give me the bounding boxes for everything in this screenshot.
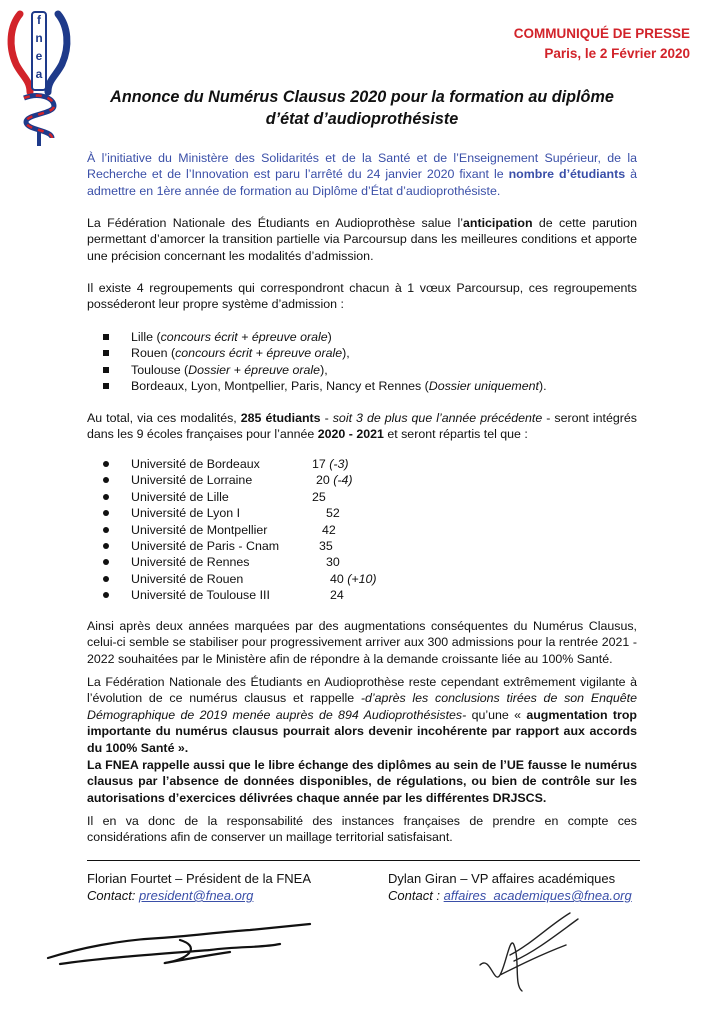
list-item <box>101 329 547 345</box>
press-date: Paris, le 2 Février 2020 <box>544 46 690 61</box>
signature-right-image <box>470 905 590 1000</box>
svg-text:n: n <box>35 31 43 45</box>
list-item <box>101 505 377 521</box>
intro-text-b: à admettre en 1ère année de formation au Diplôme d’État d’audioprothésiste. <box>87 167 637 198</box>
para6-bold: augmentation trop importante du numérus clausus pourrait alors devenir incohérente par rapport aux accords du 100% Santé <box>87 707 637 755</box>
signatory-right-name: Dylan Giran – VP affaires académiques <box>388 871 616 886</box>
count-value: 24 <box>330 588 344 603</box>
list-item <box>101 362 547 378</box>
paragraph-ue: La FNEA rappelle aussi que le libre échange des diplômes au sein de l’UE fausse le numérus clausus par l’absence de données disponibles, de régulations, ou bien de contrôle sur les autorisations d’exercices délivrées chaque année par les différentes DRJSCS. <box>87 758 637 805</box>
university-name: Université de Lille <box>131 489 229 504</box>
president-email-link[interactable]: president@fnea.org <box>139 888 254 903</box>
paragraph-regroupements: Il existe 4 regroupements qui correspondront chacun à 1 vœux Parcoursup, ces regroupements posséderont leur propre système d’admission : <box>87 281 637 312</box>
intro-bold: nombre d’étudiants <box>508 167 626 182</box>
university-name: Université de Lyon I <box>131 506 241 521</box>
intro-text-a: À l’initiative du Ministère des Solidarités et de la Santé et de l’Enseignement Supérieur, de la Recherche et de l’Innovation est paru l’arrêté du 24 janvier 2020 fixant le <box>87 151 637 182</box>
list-item <box>101 472 377 488</box>
intro-paragraph <box>87 150 637 199</box>
group-end: ) <box>327 330 332 344</box>
university-name: Université de Lorraine <box>131 473 253 488</box>
paragraph-vigilance <box>87 674 637 756</box>
signature-divider <box>87 860 640 861</box>
bullet-dot <box>103 559 109 565</box>
bullet-dot <box>103 510 109 516</box>
bullet-square <box>103 334 109 340</box>
group-end: ). <box>538 379 547 394</box>
para6-text-b: qu’une « <box>466 707 527 722</box>
para2-bold: anticipation <box>462 216 533 230</box>
group-end: ), <box>320 362 328 377</box>
para4-bold-students: 285 étudiants <box>240 411 321 425</box>
university-name: Université de Montpellier <box>131 522 268 537</box>
signatory-right-contact <box>388 887 632 904</box>
university-count <box>286 554 340 570</box>
university-name: Université de Rennes <box>131 555 250 570</box>
bullet-dot <box>103 576 109 582</box>
list-item <box>101 554 377 570</box>
title-line-1: Annonce du Numérus Clausus 2020 pour la formation au diplôme <box>110 88 614 106</box>
university-name: Université de Toulouse III <box>131 588 270 603</box>
press-header <box>514 24 690 64</box>
university-count <box>286 489 326 505</box>
contact-label: Contact: <box>87 888 140 903</box>
para2-text-a: La Fédération Nationale des Étudiants en Audioprothèse salue l’ <box>87 216 463 230</box>
admission-groups-list <box>101 329 547 395</box>
count-delta: (-4) <box>333 473 353 488</box>
para4-text-b: - <box>320 411 333 425</box>
group-end: ), <box>342 346 350 361</box>
para4-text-c: - seront intégrés dans les 9 écoles françaises pour l’année <box>87 411 637 442</box>
university-count <box>286 522 336 538</box>
paragraph-total <box>87 410 637 443</box>
bullet-dot <box>103 494 109 500</box>
fnea-logo <box>6 6 72 148</box>
paragraph-conclusion: Il en va donc de la responsabilité des instances françaises de prendre en compte ces considérations afin de conserver un maillage territorial satisfaisant. <box>87 814 637 845</box>
bullet-dot <box>103 527 109 533</box>
contact-label: Contact : <box>388 888 444 903</box>
signatory-left-contact <box>87 887 311 904</box>
count-value: 25 <box>312 489 326 504</box>
para6-italic: -d’après les conclusions tirées de son Enquête Démographique de 2019 menée auprès de 894 Audioprothésistes- <box>87 691 637 722</box>
group-mode: Dossier + épreuve orale <box>188 362 321 377</box>
count-value: 17 <box>312 457 326 471</box>
bullet-dot <box>103 477 109 483</box>
paragraph-anticipation <box>87 215 637 264</box>
university-count <box>286 472 353 488</box>
group-mode: concours écrit + épreuve orale <box>160 330 328 344</box>
group-name: Rouen ( <box>131 346 176 361</box>
count-value: 30 <box>326 555 340 570</box>
university-count <box>286 587 344 603</box>
list-item <box>101 571 377 587</box>
bullet-square <box>103 383 109 389</box>
svg-text:a: a <box>35 67 43 81</box>
bullet-square <box>103 367 109 373</box>
list-item <box>101 522 377 538</box>
list-item <box>101 538 377 554</box>
count-value: 20 <box>316 473 330 488</box>
group-mode: concours écrit + épreuve orale <box>175 346 343 361</box>
para6-text-a: La Fédération Nationale des Étudiants en Audioprothèse reste cependant extrêmement vigilante à l’évolution de ce numérus clausus et rappelle <box>87 675 637 706</box>
list-item <box>101 489 377 505</box>
document-title <box>70 86 654 130</box>
universities-list <box>101 456 377 604</box>
para4-bold-year: 2020 - 2021 <box>317 427 384 442</box>
list-item <box>101 345 547 361</box>
list-item <box>101 456 377 472</box>
bullet-square <box>103 350 109 356</box>
svg-text:f: f <box>37 13 41 27</box>
university-count <box>286 505 340 521</box>
signature-left-image <box>40 918 340 973</box>
count-value: 40 <box>330 571 344 586</box>
para6-text-c: ». <box>174 740 189 755</box>
university-count <box>286 456 349 472</box>
para4-text-d: et seront répartis tel que : <box>383 427 528 442</box>
para4-text-a: Au total, via ces modalités, <box>87 411 241 425</box>
group-name: Toulouse ( <box>131 362 189 377</box>
list-item <box>101 587 377 603</box>
para2-text-b: de cette parution permettant d’amorcer la transition partielle via Parcoursup dans les meilleures conditions et apporte une précision concernant les modalités d’admission. <box>87 216 638 263</box>
count-value: 52 <box>326 506 340 521</box>
bullet-dot <box>103 461 109 467</box>
count-value: 35 <box>319 538 333 553</box>
list-item <box>101 378 547 394</box>
university-name: Université de Rouen <box>131 571 244 586</box>
bullet-dot <box>103 543 109 549</box>
title-line-2: d’état d’audioprothésiste <box>265 110 459 128</box>
academic-email-link[interactable]: affaires_academiques@fnea.org <box>443 888 632 903</box>
group-mode: Dossier uniquement <box>428 379 539 394</box>
university-count <box>286 571 377 587</box>
university-count <box>286 538 333 554</box>
count-delta: (+10) <box>347 571 377 586</box>
para4-italic: soit 3 de plus que l’année précédente <box>332 411 543 425</box>
group-name: Lille ( <box>131 330 161 344</box>
svg-text:e: e <box>35 49 43 63</box>
press-label: COMMUNIQUÉ DE PRESSE <box>513 26 690 41</box>
bullet-dot <box>103 592 109 598</box>
signatory-left <box>87 870 311 904</box>
group-name: Bordeaux, Lyon, Montpellier, Paris, Nancy et Rennes ( <box>131 379 429 394</box>
count-delta: (-3) <box>329 457 349 471</box>
paragraph-stabilisation: Ainsi après deux années marquées par des augmentations conséquentes du Numérus Clausus, celui-ci semble se stabiliser pour progressivement arriver aux 300 admissions pour la rentrée 2021 - 2022 souhaitées par le Ministère afin de répondre à la demande croissante liée au 100% Santé. <box>87 619 637 666</box>
signatory-right <box>388 870 632 904</box>
university-name: Université de Paris - Cnam <box>131 538 280 553</box>
signatory-left-name: Florian Fourtet – Président de la FNEA <box>87 871 311 886</box>
count-value: 42 <box>322 522 336 537</box>
university-name: Université de Bordeaux <box>131 457 260 471</box>
